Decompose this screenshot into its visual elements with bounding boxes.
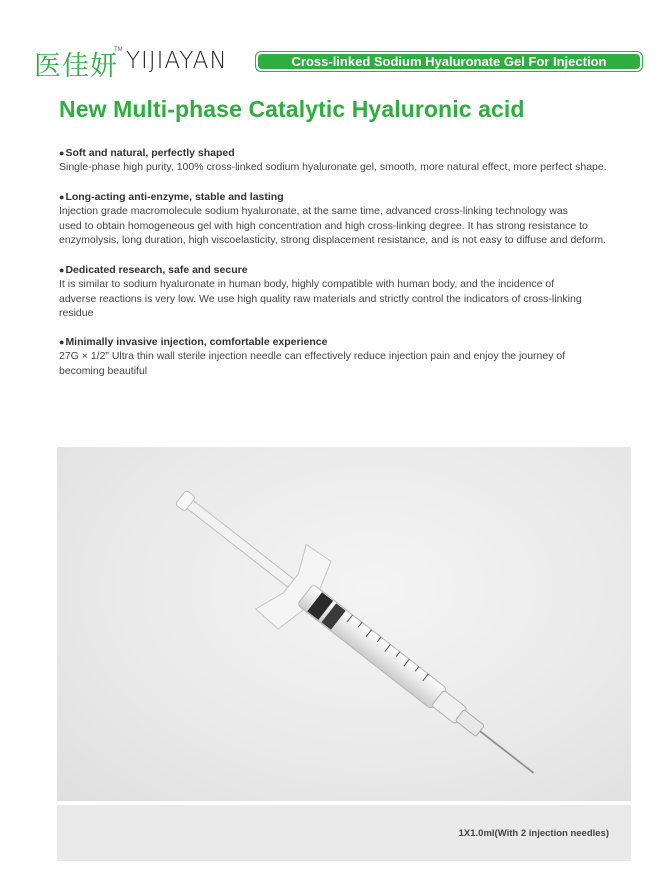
feature-text: Injection grade macromolecule sodium hyaluronate, at the same time, advanced cross-linking technology was used to obtain homogeneous gel with high concentration and high cross-linking degree. It has strong resistance to enzymolysis, long duration, high viscoelasticity, strong displacement resistance, and is not easy to diffuse and deform. xyxy=(59,205,607,246)
trademark-mark: TM xyxy=(114,47,123,53)
header-banner-text: Cross-linked Sodium Hyaluronate Gel For Injection xyxy=(258,54,640,69)
bullet-icon: ● xyxy=(59,265,65,275)
feature-text: 27G × 1/2” Ultra thin wall sterile injection needle can effectively reduce injection pain and enjoy the journey of becoming beautiful xyxy=(59,350,566,377)
brand-name-cn: 医佳妍 xyxy=(34,51,118,82)
product-caption: 1X1.0ml(With 2 injection needles) xyxy=(458,828,609,839)
bullet-icon: ● xyxy=(59,148,65,158)
feature-text: It is similar to sodium hyaluronate in human body, highly compatible with human body, and the incidence of adverse reactions is very low. We use high quality raw materials and strictly control the indicators of cross-linking residue xyxy=(59,278,582,319)
page-title: New Multi-phase Catalytic Hyaluronic acid xyxy=(59,96,525,122)
feature-block xyxy=(59,190,659,248)
feature-heading: ●Dedicated research, safe and secure xyxy=(59,264,248,276)
feature-block xyxy=(59,263,659,321)
caption-box xyxy=(57,805,631,861)
product-photo xyxy=(57,447,631,801)
feature-block xyxy=(59,335,659,378)
bullet-icon: ● xyxy=(59,337,65,347)
bullet-icon: ● xyxy=(59,192,65,202)
brand-name-en: YIJIAYAN xyxy=(126,48,228,74)
feature-block xyxy=(59,146,659,175)
syringe-illustration xyxy=(57,447,631,801)
feature-heading: ●Long-acting anti-enzyme, stable and lasting xyxy=(59,191,284,203)
feature-heading: ●Soft and natural, perfectly shaped xyxy=(59,147,235,159)
feature-text: Single-phase high purity, 100% cross-linked sodium hyaluronate gel, smooth, more natural effect, more perfect shape. xyxy=(59,161,607,173)
feature-heading: ●Minimally invasive injection, comfortable experience xyxy=(59,336,328,348)
header-banner xyxy=(255,51,643,72)
